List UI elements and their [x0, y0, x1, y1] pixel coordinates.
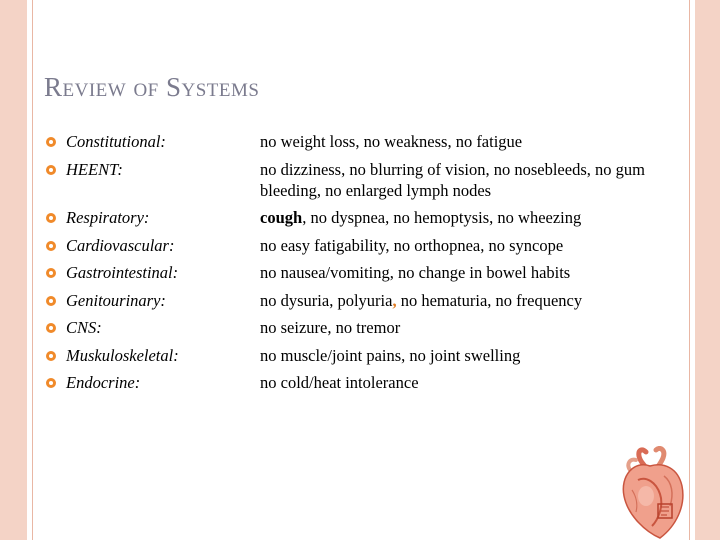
system-label: Genitourinary:	[66, 290, 166, 310]
list-item	[46, 262, 686, 283]
positive-finding: cough	[260, 208, 303, 227]
list-item	[46, 131, 686, 152]
system-label: HEENT:	[66, 159, 123, 179]
right-border-decoration	[689, 0, 720, 540]
list-item	[46, 317, 686, 338]
system-label: Constitutional:	[66, 132, 166, 151]
right-border-bar	[695, 0, 720, 540]
left-border-decoration	[0, 0, 33, 540]
list-item	[46, 159, 686, 201]
bullet-icon	[46, 241, 56, 251]
findings-part1: no dysuria, polyuria	[260, 290, 393, 310]
system-findings: no seizure, no tremor	[260, 318, 401, 337]
system-findings: no muscle/joint pains, no joint swelling	[260, 345, 521, 365]
heart-illustration-icon	[616, 446, 688, 540]
system-findings: no dizziness, no blurring of vision, no nosebleeds, no gum bleeding, no enlarged lymph nodes	[260, 159, 645, 200]
list-item	[46, 290, 686, 311]
system-findings: no weight loss, no weakness, no fatigue	[260, 132, 523, 151]
bullet-icon	[46, 268, 56, 278]
bullet-icon	[46, 296, 56, 306]
system-findings: no cold/heat intolerance	[260, 373, 419, 392]
system-label: Muskuloskeletal:	[66, 345, 179, 365]
system-findings: no nausea/vomiting, no change in bowel habits	[260, 263, 571, 282]
bullet-icon	[46, 351, 56, 361]
bullet-icon	[46, 378, 56, 388]
bullet-icon	[46, 137, 56, 147]
slide-title: Review of Systems	[44, 72, 260, 102]
review-of-systems-list	[46, 131, 686, 400]
bullet-icon	[46, 213, 56, 223]
findings-rest: , no dyspnea, no hemoptysis, no wheezing	[302, 208, 582, 227]
system-label: Cardiovascular:	[66, 235, 175, 255]
system-findings: no easy fatigability, no orthopnea, no syncope	[260, 235, 564, 255]
left-border-bar	[0, 0, 27, 540]
system-label: Endocrine:	[66, 373, 141, 392]
bullet-icon	[46, 323, 56, 333]
system-label: Gastrointestinal:	[66, 263, 179, 282]
list-item	[46, 372, 686, 393]
bullet-icon	[46, 165, 56, 175]
system-findings	[260, 290, 686, 311]
system-findings	[260, 207, 686, 228]
system-label: Respiratory:	[66, 208, 150, 227]
system-label: CNS:	[66, 318, 102, 337]
list-item	[46, 345, 686, 366]
list-item	[46, 207, 686, 228]
list-item	[46, 235, 686, 256]
findings-part2: no hematuria, no frequency	[396, 290, 583, 310]
accent-comma: ,	[392, 290, 397, 310]
